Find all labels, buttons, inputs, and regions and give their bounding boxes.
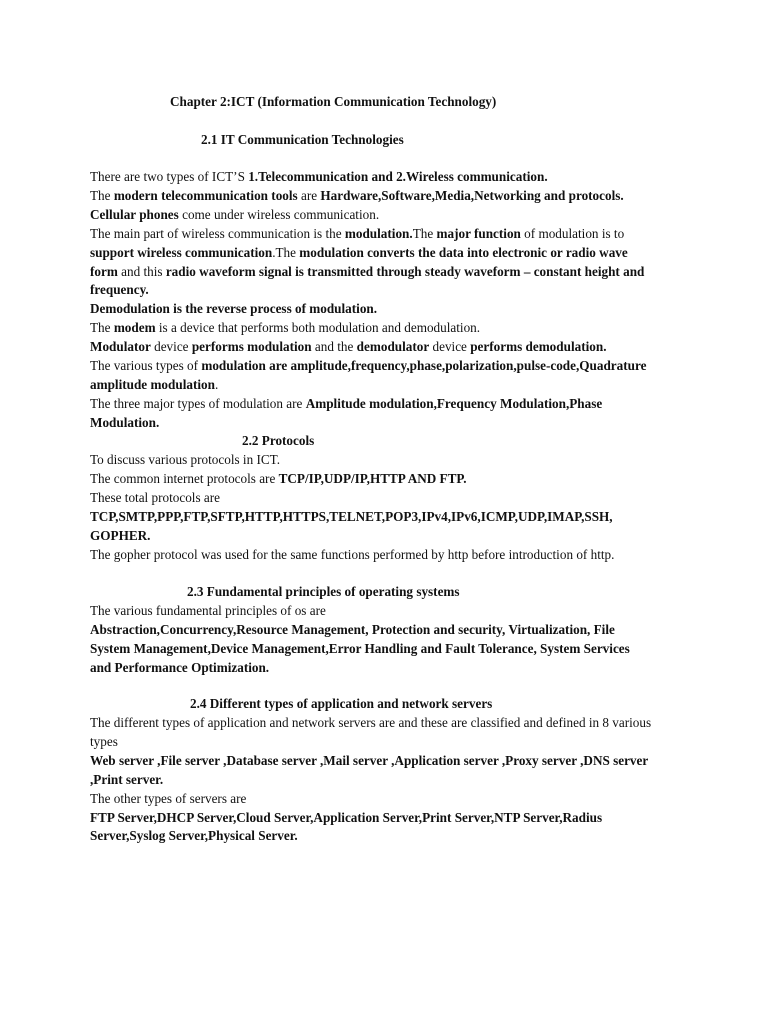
bold-text: modem xyxy=(113,320,156,336)
bold-text: TCP/IP,UDP/IP,HTTP AND FTP. xyxy=(278,470,467,486)
bold-text: amplitude modulation xyxy=(90,376,215,392)
section-2-3-line xyxy=(90,639,690,658)
text: .The xyxy=(272,244,300,260)
section-2-2-line xyxy=(90,526,690,545)
bold-text: support wireless communication xyxy=(90,244,273,260)
section-2-1-line xyxy=(90,224,690,243)
section-2-3-line xyxy=(90,620,690,639)
section-2-1-line xyxy=(90,280,690,299)
text: of modulation is to xyxy=(520,225,625,241)
section-2-4-line xyxy=(90,713,690,732)
section-2-3-line xyxy=(90,601,690,620)
bold-text: TCP,SMTP,PPP,FTP,SFTP,HTTP,HTTPS,TELNET,POP3,IPv4,IPv6,ICMP,UDP,IMAP,SSH, xyxy=(90,508,613,524)
text: and the xyxy=(311,339,357,355)
bold-text: form xyxy=(90,263,118,279)
bold-text: Modulator xyxy=(90,339,151,355)
text: The gopher protocol was used for the same functions performed by http before introduction of http. xyxy=(90,546,615,562)
text: device xyxy=(429,339,471,355)
section-2-1-line xyxy=(90,337,690,356)
text: The common internet protocols are xyxy=(90,470,279,486)
text: are xyxy=(297,187,321,203)
bold-text: Modulation. xyxy=(90,414,160,430)
bold-text: modulation. xyxy=(344,225,413,241)
bold-text: demodulator xyxy=(356,339,430,355)
section-2-1-line xyxy=(90,186,690,205)
bold-text: performs demodulation. xyxy=(470,339,607,355)
section-2-1-line xyxy=(90,375,690,394)
bold-text: performs modulation xyxy=(191,339,312,355)
text: is a device that performs both modulation and demodulation. xyxy=(155,320,481,336)
bold-text: modulation are amplitude,frequency,phase,polarization,pulse-code,Quadrature xyxy=(201,358,647,373)
section-2-3-line xyxy=(90,658,690,677)
section-2-1-line xyxy=(90,413,690,432)
section-2-1-line xyxy=(90,205,690,224)
chapter-title: Chapter 2:ICT (Information Communication Technology) xyxy=(170,94,497,109)
bold-text: GOPHER. xyxy=(90,527,151,543)
bold-text: System Management,Device Management,Error Handling and Fault Tolerance, System Services xyxy=(90,640,630,656)
text: The xyxy=(90,320,114,336)
bold-text: frequency. xyxy=(90,282,149,298)
text: The xyxy=(412,225,437,241)
section-2-4-line xyxy=(90,770,690,789)
bold-text: modern telecommunication tools xyxy=(113,187,298,203)
text: come under wireless communication. xyxy=(178,206,380,222)
section-2-2-line xyxy=(90,450,690,469)
section-2-4-heading: 2.4 Different types of application and network servers xyxy=(190,696,493,711)
section-2-1-line xyxy=(90,167,690,186)
text: The three major types of modulation are xyxy=(90,395,306,411)
section-2-4-line xyxy=(90,808,690,827)
bold-text: Hardware,Software,Media,Networking and protocols. xyxy=(320,187,624,203)
section-2-1-line xyxy=(90,262,690,281)
bold-text: Abstraction,Concurrency,Resource Management, Protection and security, Virtualization, File xyxy=(90,621,615,637)
text: and this xyxy=(117,263,166,279)
bold-text: Amplitude modulation,Frequency Modulation,Phase xyxy=(305,395,603,411)
text: . xyxy=(214,376,219,392)
section-2-2-line xyxy=(90,507,690,526)
section-2-1-line xyxy=(90,394,690,413)
bold-text: Web server ,File server ,Database server ,Mail server ,Application server ,Proxy server ,DNS server xyxy=(90,752,649,768)
text: The other types of servers are xyxy=(90,790,247,806)
bold-text: major function xyxy=(436,225,521,241)
section-2-3-heading: 2.3 Fundamental principles of operating systems xyxy=(187,584,460,599)
section-2-4-line xyxy=(90,826,690,845)
section-2-4-line xyxy=(90,732,690,751)
bold-text: FTP Server,DHCP Server,Cloud Server,Application Server,Print Server,NTP Server,Radius xyxy=(90,809,603,825)
section-2-2-line xyxy=(90,488,690,507)
section-2-2-heading: 2.2 Protocols xyxy=(242,433,315,448)
section-2-4-line xyxy=(90,789,690,808)
section-2-1-heading: 2.1 IT Communication Technologies xyxy=(201,132,404,147)
text: The various types of xyxy=(90,358,202,373)
bold-text: ,Print server. xyxy=(90,771,164,787)
bold-text: Cellular phones xyxy=(90,206,179,222)
text: These total protocols are xyxy=(90,489,220,505)
text: types xyxy=(90,733,118,749)
text: device xyxy=(150,339,192,355)
section-2-1-line xyxy=(90,243,690,262)
section-2-2-line xyxy=(90,469,690,488)
section-2-1-line xyxy=(90,356,690,375)
bold-text: modulation converts the data into electronic or radio wave xyxy=(299,244,628,260)
text: The xyxy=(90,187,114,203)
bold-text: radio waveform signal is transmitted through steady waveform – constant height and xyxy=(165,263,645,279)
bold-text: Demodulation is the reverse process of modulation. xyxy=(90,301,378,317)
section-2-1-line xyxy=(90,299,690,318)
bold-text: and Performance Optimization. xyxy=(90,659,270,675)
text: The various fundamental principles of os are xyxy=(90,603,326,618)
text: There are two types of ICT’S xyxy=(90,169,249,184)
section-2-2-line xyxy=(90,545,690,564)
text: To discuss various protocols in ICT. xyxy=(90,452,281,467)
section-2-4-line xyxy=(90,751,690,770)
text: The different types of application and network servers are and these are classified and defined in 8 various xyxy=(90,715,652,730)
bold-text: Server,Syslog Server,Physical Server. xyxy=(90,828,298,844)
text: The main part of wireless communication is the xyxy=(90,225,345,241)
section-2-1-line xyxy=(90,318,690,337)
bold-text: 1.Telecommunication and 2.Wireless communication. xyxy=(248,169,548,184)
